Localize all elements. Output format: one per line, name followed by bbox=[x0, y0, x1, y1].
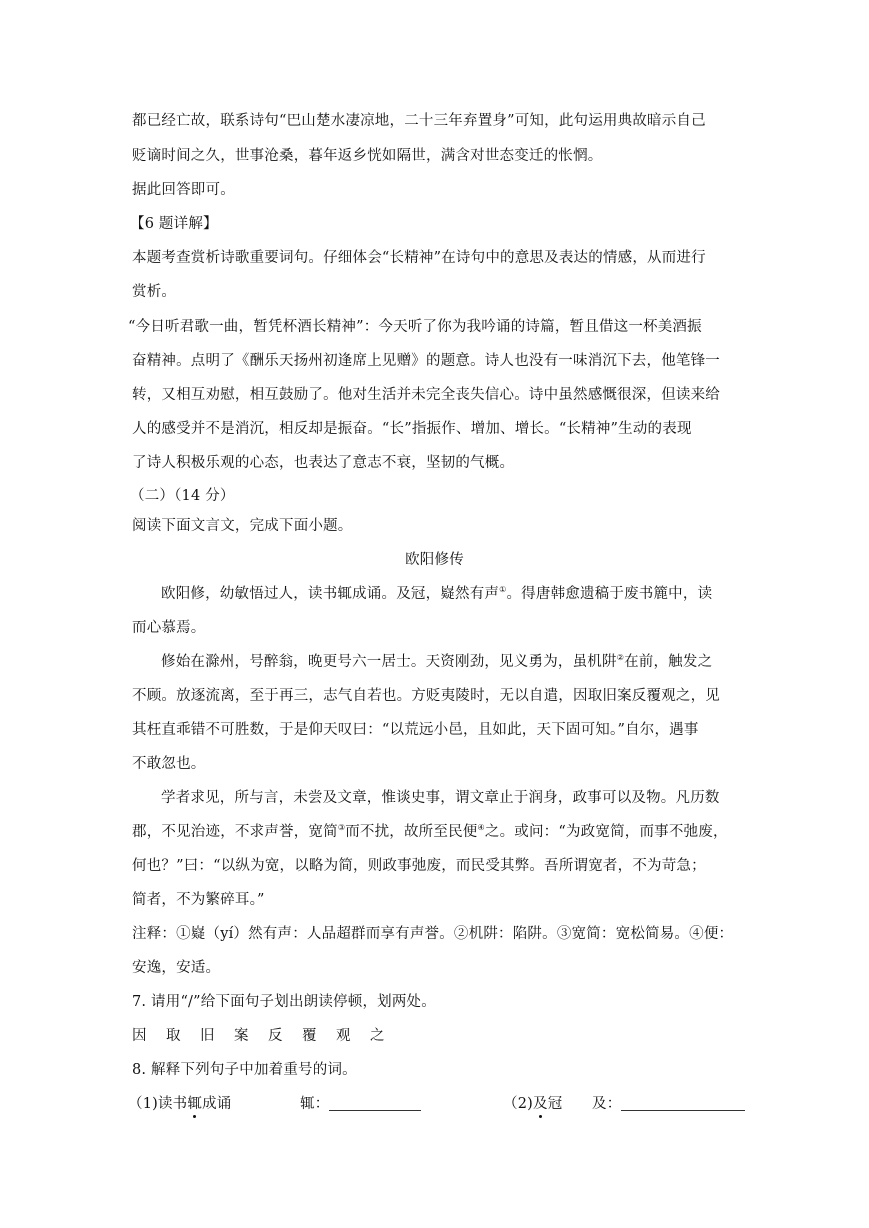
footnote-marker: ④ bbox=[477, 823, 485, 832]
sentence-char: 覆 bbox=[302, 1028, 317, 1044]
question-8-item-1 bbox=[128, 1094, 232, 1114]
emphasized-char: 及 bbox=[532, 1096, 548, 1112]
answer-1-label-text: 辄： bbox=[300, 1096, 330, 1112]
instruction-text: 阅读下面文言文，完成下面小题。 bbox=[132, 518, 353, 534]
answer-blank-1[interactable] bbox=[329, 1094, 421, 1111]
passage-line bbox=[132, 822, 728, 842]
item-1-text: 成诵 bbox=[202, 1096, 232, 1112]
sentence-char: 旧 bbox=[200, 1028, 215, 1044]
answer-blank-2[interactable] bbox=[621, 1094, 745, 1111]
question-7-prompt: 7. 请用“/”给下面句子划出朗读停顿，划两处。 bbox=[132, 994, 436, 1010]
q6-text-line: 了诗人积极乐观的心态，也表达了意志不衰，坚韧的气概。 bbox=[132, 455, 515, 471]
sentence-char: 案 bbox=[234, 1028, 249, 1044]
answer-2-label-text: 及： bbox=[592, 1096, 622, 1112]
item-2-text: （2) bbox=[503, 1096, 533, 1112]
passage-line: 而心慕焉。 bbox=[132, 620, 206, 636]
passage-text: 之。或问：“为政宽简，而事不弛废， bbox=[484, 824, 728, 840]
notes-line: 安逸，安适。 bbox=[132, 960, 221, 976]
emphasized-char: 辄 bbox=[187, 1096, 203, 1112]
q6-text-line: 转，又相互劝慰，相互鼓励了。他对生活并未完全丧失信心。诗中虽然感慨很深，但读来给 bbox=[132, 387, 720, 403]
item-2-text: 冠 bbox=[547, 1096, 563, 1112]
question-8-prompt: 8. 解释下列句子中加着重号的词。 bbox=[132, 1062, 357, 1078]
answer-text-line: 据此回答即可。 bbox=[132, 182, 235, 198]
passage-text: 在前，触发之 bbox=[624, 654, 713, 670]
answer-2-label bbox=[592, 1094, 745, 1114]
q6-heading: 【6 题详解】 bbox=[130, 216, 218, 232]
passage-line bbox=[161, 584, 712, 604]
sentence-char: 取 bbox=[166, 1028, 181, 1044]
passage-line bbox=[161, 652, 712, 672]
answer-1-label bbox=[300, 1094, 421, 1114]
q6-text-line: “今日听君歌一曲，暂凭杯酒长精神”：今天听了你为我吟诵的诗篇，暂且借这一杯美酒振 bbox=[128, 319, 702, 335]
passage-line: 学者求见，所与言，未尝及文章，惟谈史事，谓文章止于润身，政事可以及物。凡历数 bbox=[161, 790, 720, 806]
sentence-char: 观 bbox=[336, 1028, 351, 1044]
question-8-item-2 bbox=[503, 1094, 562, 1114]
passage-text: 郡，不见治迹，不求声誉，宽简 bbox=[132, 824, 338, 840]
footnote-marker: ② bbox=[616, 653, 625, 662]
item-1-text: （1)读书 bbox=[128, 1096, 188, 1112]
q6-text-line: 本题考查赏析诗歌重要词句。仔细体会“长精神”在诗句中的意思及表达的情感，从而进行 bbox=[132, 250, 706, 266]
answer-text-line: 都已经亡故，联系诗句“巴山楚水凄凉地，二十三年弃置身”可知，此句运用典故暗示自己 bbox=[132, 113, 706, 129]
q6-text-line: 人的感受并不是消沉，相反却是振奋。“长”指振作、增加、增长。“长精神”生动的表现 bbox=[132, 421, 692, 437]
section-heading: （二）（14 分） bbox=[130, 488, 235, 504]
q6-text-line: 赏析。 bbox=[132, 284, 177, 300]
passage-line: 不敢忽也。 bbox=[132, 756, 206, 772]
passage-line: 何也？”曰：“以纵为宽，以略为简，则政事弛废，而民受其弊。吾所谓宽者，不为苛急； bbox=[132, 858, 706, 874]
footnote-marker: ① bbox=[499, 585, 507, 594]
notes-line: 注释：①嶷（yí）然有声：人品超群而享有声誉。②机阱：陷阱。③宽简：宽松简易。④便： bbox=[132, 926, 734, 942]
sentence-char: 反 bbox=[268, 1028, 283, 1044]
passage-title: 欧阳修传 bbox=[405, 552, 464, 568]
answer-text-line: 贬谪时间之久，世事沧桑，暮年返乡恍如隔世，满含对世态变迁的怅惘。 bbox=[132, 148, 603, 164]
passage-text: 。得唐韩愈遗稿于废书簏中，读 bbox=[506, 586, 713, 602]
sentence-char: 因 bbox=[132, 1028, 147, 1044]
footnote-marker: ③ bbox=[337, 823, 346, 832]
question-7-sentence bbox=[132, 1026, 404, 1046]
passage-line: 其枉直乖错不可胜数，于是仰天叹曰：“以荒远小邑，且如此，天下固可知。”自尔，遇事 bbox=[132, 722, 699, 738]
q6-text-line: 奋精神。点明了《酬乐天扬州初逢席上见赠》的题意。诗人也没有一味消沉下去，他笔锋一 bbox=[132, 353, 720, 369]
passage-text: 欧阳修，幼敏悟过人，读书辄成诵。及冠，嶷然有声 bbox=[161, 586, 500, 602]
passage-text: 修始在滁州，号醉翁，晚更号六一居士。天资刚劲，见义勇为，虽机阱 bbox=[161, 654, 617, 670]
sentence-char: 之 bbox=[370, 1028, 385, 1044]
passage-text: 而不扰，故所至民便 bbox=[345, 824, 478, 840]
passage-line: 简者，不为繁碎耳。” bbox=[132, 892, 265, 908]
passage-line: 不顾。放逐流离，至于再三，志气自若也。方贬夷陵时，无以自遣，因取旧案反覆观之，见 bbox=[132, 688, 720, 704]
